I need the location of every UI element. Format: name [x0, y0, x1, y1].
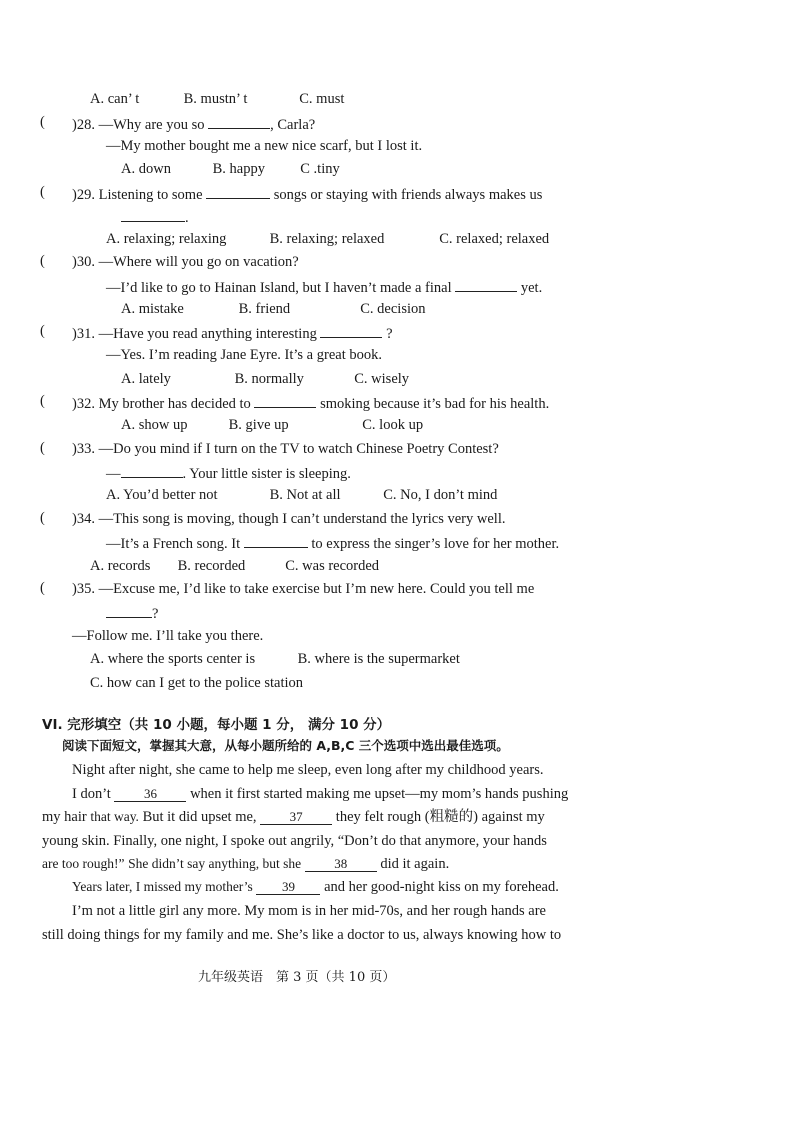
passage-text: my hair	[42, 809, 87, 825]
q33-reply-a: —	[106, 466, 121, 482]
q34-number: )34.	[72, 511, 95, 527]
q31-options	[121, 370, 409, 388]
passage-text-small: that way.	[90, 809, 139, 824]
q33-number: )33.	[72, 441, 95, 457]
q31-stem-a: —Have you read anything interesting	[98, 326, 317, 342]
q32-stem-b: smoking because it’s bad for his health.	[320, 396, 550, 412]
q35-number: )35.	[72, 581, 95, 597]
q33-option-a: A. You’d better not	[106, 487, 218, 503]
q27-option-a: A. can’ t	[90, 91, 140, 107]
passage-text-small: She didn’t say anything, but she	[128, 856, 302, 871]
q29-option-a: A. relaxing; relaxing	[106, 231, 227, 247]
q33-stem	[72, 440, 499, 458]
q32-option-c: C. look up	[362, 417, 424, 433]
q31-option-c: C. wisely	[354, 371, 410, 387]
passage-text-small: are too rough!”	[42, 856, 125, 871]
q31-stem	[72, 323, 393, 343]
q34-reply-a: —It’s a French song. It	[106, 536, 241, 552]
q32-options	[121, 416, 423, 434]
q29-option-c: C. relaxed; relaxed	[439, 231, 550, 247]
passage-line-6	[72, 878, 559, 896]
q34-reply-b: to express the singer’s love for her mother.	[311, 536, 560, 552]
q35-options-row1	[90, 650, 460, 668]
blank-37[interactable]: 37	[260, 809, 332, 825]
q33-option-b: B. Not at all	[269, 487, 341, 503]
q34-option-a: A. records	[90, 558, 151, 574]
q28-stem-b: , Carla?	[270, 117, 316, 133]
passage-text: But it did upset me,	[142, 809, 257, 825]
q30-reply-a: —I’d like to go to Hainan Island, but I haven’t made a final	[106, 280, 452, 296]
q28-paren: (	[40, 114, 45, 130]
q34-paren: (	[40, 510, 45, 526]
q29-blank[interactable]	[206, 184, 270, 199]
q29-options	[106, 230, 549, 248]
q35-options-row2	[90, 674, 303, 692]
q28-option-a: A. down	[121, 161, 171, 177]
q35-option-a: A. where the sports center is	[90, 651, 256, 667]
section-heading: VI. 完形填空（共 10 小题，每小题 1 分， 满分 10 分）	[42, 717, 391, 733]
q30-stem	[72, 253, 299, 271]
passage-line-7: I’m not a little girl any more. My mom is in her mid-70s, and her rough hands are	[72, 903, 546, 919]
q29-stem-b: songs or staying with friends always makes us	[273, 187, 543, 203]
q34-options	[90, 557, 379, 575]
q28-stem-a: —Why are you so	[98, 117, 205, 133]
q30-stem-text: —Where will you go on vacation?	[98, 254, 299, 270]
q27-option-c: C. must	[299, 91, 345, 107]
q30-reply	[106, 277, 542, 297]
q32-paren: (	[40, 393, 45, 409]
q32-stem-a: My brother has decided to	[98, 396, 251, 412]
passage-line-3	[42, 808, 545, 826]
q29-paren: (	[40, 184, 45, 200]
q30-blank[interactable]	[455, 277, 517, 292]
q33-stem-text: —Do you mind if I turn on the TV to watch Chinese Poetry Contest?	[98, 441, 499, 457]
q31-option-b: B. normally	[234, 371, 304, 387]
q31-blank[interactable]	[320, 323, 382, 338]
passage-text: when it first started making me upset—my mom’s hands pushing	[190, 786, 569, 802]
q31-number: )31.	[72, 326, 95, 342]
passage-line-2	[72, 785, 568, 803]
q32-blank[interactable]	[254, 393, 316, 408]
q32-stem	[72, 393, 549, 413]
q29-stem-line2	[121, 207, 189, 227]
q29-stem-c: .	[185, 210, 189, 226]
q33-option-c: C. No, I don’t mind	[383, 487, 498, 503]
passage-line-4: young skin. Finally, one night, I spoke out angrily, “Don’t do that anymore, your hands	[42, 833, 547, 849]
q29-stem-a: Listening to some	[98, 187, 203, 203]
q35-stem	[72, 580, 534, 598]
q34-option-c: C. was recorded	[285, 558, 380, 574]
q30-option-b: B. friend	[238, 301, 291, 317]
q35-option-c: C. how can I get to the police station	[90, 675, 304, 691]
passage-text: and her good-night kiss on my forehead.	[324, 879, 559, 895]
passage-text: they felt rough (粗糙的) against my	[335, 809, 545, 825]
q32-number: )32.	[72, 396, 95, 412]
q30-number: )30.	[72, 254, 95, 270]
q31-paren: (	[40, 323, 45, 339]
q28-reply: —My mother bought me a new nice scarf, but I lost it.	[106, 138, 423, 154]
q34-stem-text: —This song is moving, though I can’t understand the lyrics very well.	[98, 511, 506, 527]
q30-option-a: A. mistake	[121, 301, 184, 317]
q28-number: )28.	[72, 117, 95, 133]
q34-option-b: B. recorded	[177, 558, 246, 574]
q33-paren: (	[40, 440, 45, 456]
q30-paren: (	[40, 253, 45, 269]
q33-reply-b: . Your little sister is sleeping.	[182, 466, 351, 482]
q30-option-c: C. decision	[360, 301, 426, 317]
q35-option-b: B. where is the supermarket	[297, 651, 460, 667]
page-footer: 九年级英语 第 3 页（共 10 页）	[198, 970, 396, 985]
passage-line-1: Night after night, she came to help me sleep, even long after my childhood years.	[72, 762, 544, 778]
passage-text: did it again.	[380, 856, 450, 872]
q35-stem-line2	[106, 603, 158, 623]
q31-reply: —Yes. I’m reading Jane Eyre. It’s a great book.	[106, 347, 382, 363]
q31-stem-b: ?	[386, 326, 393, 342]
passage-text: I don’t	[72, 786, 111, 802]
passage-text-small: Years later, I missed my mother’s	[72, 879, 253, 894]
q35-stem-end: ?	[152, 606, 159, 622]
q29-option-b: B. relaxing; relaxed	[269, 231, 385, 247]
q28-option-b: B. happy	[212, 161, 265, 177]
blank-39[interactable]: 39	[256, 879, 320, 895]
blank-38[interactable]: 38	[305, 856, 377, 872]
q34-stem	[72, 510, 505, 528]
q30-reply-b: yet.	[520, 280, 543, 296]
q33-options	[106, 486, 497, 504]
blank-36[interactable]: 36	[114, 786, 186, 802]
q28-option-c: C .tiny	[300, 161, 340, 177]
q28-stem	[72, 114, 315, 134]
q34-reply	[106, 533, 559, 553]
q33-blank[interactable]	[121, 463, 183, 478]
q31-option-a: A. lately	[121, 371, 171, 387]
q28-options	[121, 160, 340, 178]
q27-option-b: B. mustn’ t	[183, 91, 248, 107]
passage-line-5	[42, 855, 449, 873]
q32-option-b: B. give up	[228, 417, 289, 433]
q30-options	[121, 300, 426, 318]
q28-blank[interactable]	[208, 114, 270, 129]
section-instruction: 阅读下面短文，掌握其大意，从每小题所给的 A,B,C 三个选项中选出最佳选项。	[62, 738, 509, 753]
q29-number: )29.	[72, 187, 95, 203]
q27-options	[90, 90, 344, 108]
passage-line-8: still doing things for my family and me. She’s like a doctor to us, always knowing how to	[42, 927, 562, 943]
q29-blank-2[interactable]	[121, 207, 185, 222]
q35-blank[interactable]	[106, 603, 152, 618]
q32-option-a: A. show up	[121, 417, 188, 433]
q34-blank[interactable]	[244, 533, 308, 548]
q29-stem	[72, 184, 542, 204]
q33-reply	[106, 463, 351, 483]
q35-reply: —Follow me. I’ll take you there.	[72, 628, 264, 644]
q35-stem-text: —Excuse me, I’d like to take exercise but I’m new here. Could you tell me	[98, 581, 535, 597]
q35-paren: (	[40, 580, 45, 596]
